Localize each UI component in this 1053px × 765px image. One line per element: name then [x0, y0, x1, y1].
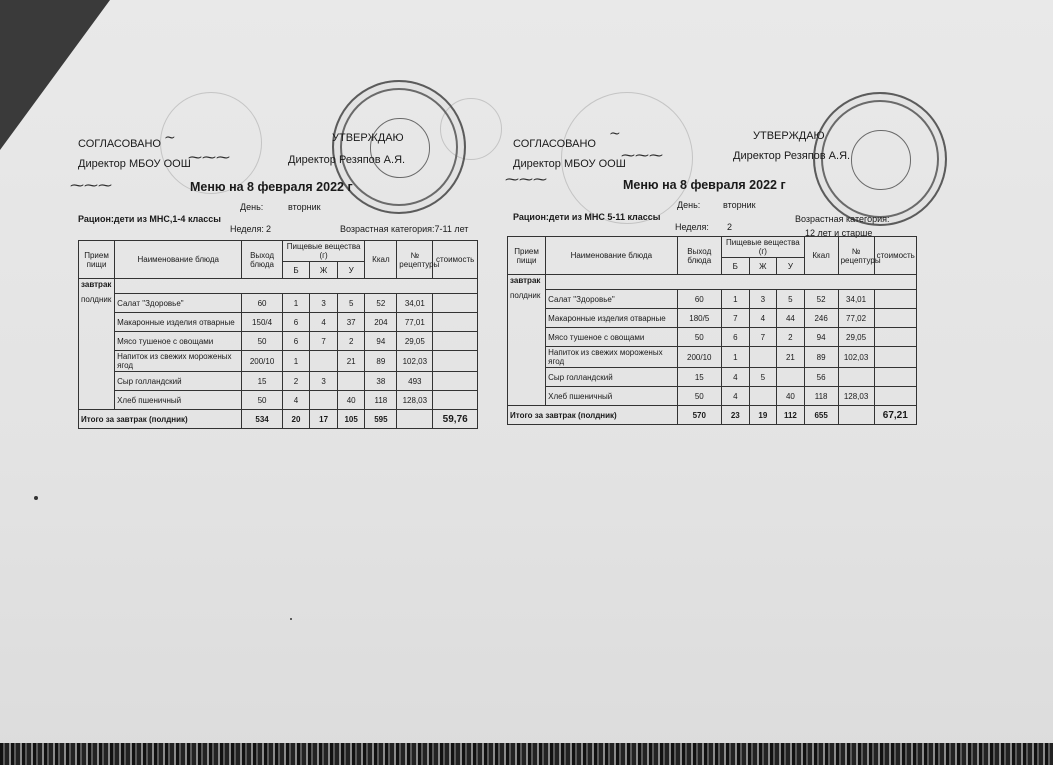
- cell: [433, 391, 478, 410]
- total-carb: 105: [337, 410, 365, 429]
- cell: [433, 332, 478, 351]
- cell: 493: [397, 372, 433, 391]
- table-row: [79, 372, 478, 391]
- cell: 1: [722, 290, 750, 309]
- dish-name: Мясо тушеное с овощами: [546, 328, 677, 347]
- table-row: [79, 332, 478, 351]
- cell: 15: [677, 368, 722, 387]
- handwritten-signature: ⁓⁓⁓: [70, 178, 112, 194]
- spacer-cell: [115, 279, 478, 294]
- dish-name: Напиток из свежих мороженых ягод: [546, 347, 677, 368]
- cell: [433, 372, 478, 391]
- header-protein: Б: [282, 262, 310, 279]
- cell: 6: [722, 328, 750, 347]
- header-dish: Наименование блюда: [115, 241, 242, 279]
- cell: 3: [310, 294, 338, 313]
- header-protein: Б: [722, 258, 750, 275]
- total-recipe: [838, 406, 874, 425]
- scan-speck: [34, 496, 38, 500]
- total-cost: 59,76: [433, 410, 478, 429]
- empty-cell: [79, 313, 115, 332]
- cell: 77,01: [397, 313, 433, 332]
- cell: [874, 290, 916, 309]
- age-category: Возрастная категория:: [795, 214, 890, 224]
- menu-sheet-right: [505, 0, 975, 470]
- total-cost: 67,21: [874, 406, 916, 425]
- cell: 3: [310, 372, 338, 391]
- cell: 1: [282, 351, 310, 372]
- dish-name: Салат "Здоровье": [546, 290, 677, 309]
- cell: 40: [777, 387, 805, 406]
- total-kcal: 595: [365, 410, 397, 429]
- cell: 118: [365, 391, 397, 410]
- cell: 7: [722, 309, 750, 328]
- cell: 94: [365, 332, 397, 351]
- menu-sheet-left: [70, 0, 540, 470]
- cell: 50: [677, 328, 722, 347]
- meal-breakfast: завтрак: [508, 275, 546, 290]
- approve-label: УТВЕРЖДАЮ: [332, 132, 404, 144]
- seal-inner-ring: [851, 130, 910, 189]
- empty-cell: [508, 368, 546, 387]
- header-fat: Ж: [310, 262, 338, 279]
- diet-label: Рацион:дети из МНС 5-11 классы: [513, 212, 661, 222]
- dish-name: Макаронные изделия отварные: [115, 313, 242, 332]
- menu-title: Меню на 8 февраля 2022 г: [623, 178, 786, 192]
- cell: 56: [804, 368, 838, 387]
- meal-snack: полдник: [508, 290, 546, 309]
- cell: [337, 372, 365, 391]
- header-dish: Наименование блюда: [546, 237, 677, 275]
- cell: 6: [282, 313, 310, 332]
- cell: [874, 309, 916, 328]
- table-row: [508, 347, 917, 368]
- cell: 2: [282, 372, 310, 391]
- age-category: Возрастная категория:7-11 лет: [340, 224, 469, 234]
- cell: 2: [337, 332, 365, 351]
- table-row: [79, 351, 478, 372]
- signature: ~: [164, 130, 176, 146]
- cell: 4: [282, 391, 310, 410]
- week-label: Неделя:: [230, 224, 264, 234]
- table-row: [508, 387, 917, 406]
- cell: [874, 368, 916, 387]
- menu-table-right: [507, 236, 917, 425]
- empty-cell: [79, 351, 115, 372]
- cell: 21: [777, 347, 805, 368]
- cell: 128,03: [397, 391, 433, 410]
- cell: 29,05: [397, 332, 433, 351]
- dish-name: Салат "Здоровье": [115, 294, 242, 313]
- cell: [433, 313, 478, 332]
- header-cost: стоимость: [433, 241, 478, 279]
- cell: 118: [804, 387, 838, 406]
- handwritten-signature: ⁓⁓⁓: [505, 172, 547, 188]
- header-kcal: Ккал: [804, 237, 838, 275]
- cell: 4: [749, 309, 777, 328]
- header-meal: Прием пищи: [508, 237, 546, 275]
- cell: 3: [749, 290, 777, 309]
- total-fat: 19: [749, 406, 777, 425]
- total-row: [79, 410, 478, 429]
- week-label: Неделя:: [675, 222, 709, 232]
- age-category-value: 12 лет и старше: [805, 228, 873, 238]
- director-name: Директор Резяпов А.Я.: [288, 154, 406, 166]
- signature: ~: [609, 126, 621, 142]
- cell: 1: [722, 347, 750, 368]
- cell: 89: [365, 351, 397, 372]
- director-name: Директор Резяпов А.Я.: [733, 150, 851, 162]
- header-recipe: № рецептуры: [838, 237, 874, 275]
- approved-label: СОГЛАСОВАНО: [513, 138, 596, 150]
- cell: 94: [804, 328, 838, 347]
- week-value: 2: [727, 222, 733, 232]
- table-row: [508, 328, 917, 347]
- cell: 34,01: [838, 290, 874, 309]
- menu-title: Меню на 8 февраля 2022 г: [190, 180, 353, 194]
- day-value: вторник: [723, 200, 756, 210]
- director-school-label: Директор МБОУ ООШ: [513, 158, 626, 170]
- cell: 15: [242, 372, 282, 391]
- total-label: Итого за завтрак (полдник): [508, 406, 678, 425]
- cell: 7: [749, 328, 777, 347]
- cell: 4: [310, 313, 338, 332]
- cell: 44: [777, 309, 805, 328]
- cell: 38: [365, 372, 397, 391]
- total-protein: 23: [722, 406, 750, 425]
- cell: [433, 351, 478, 372]
- header-meal: Прием пищи: [79, 241, 115, 279]
- cell: [777, 368, 805, 387]
- cell: [310, 391, 338, 410]
- header-carb: У: [777, 258, 805, 275]
- cell: 4: [722, 387, 750, 406]
- day-value: вторник: [288, 202, 321, 212]
- cell: 150/4: [242, 313, 282, 332]
- seal-inner-ring: [370, 118, 429, 177]
- cell: 200/10: [242, 351, 282, 372]
- empty-cell: [508, 387, 546, 406]
- cell: [874, 387, 916, 406]
- meal-breakfast: завтрак: [79, 279, 115, 294]
- cell: 77,02: [838, 309, 874, 328]
- total-yield: 570: [677, 406, 722, 425]
- day-label: День:: [240, 202, 264, 212]
- cell: [749, 347, 777, 368]
- cell: 200/10: [677, 347, 722, 368]
- cell: 50: [242, 332, 282, 351]
- faded-stamp: [440, 98, 502, 160]
- empty-cell: [508, 309, 546, 328]
- cell: [838, 368, 874, 387]
- meal-snack: полдник: [79, 294, 115, 313]
- handwritten-signature: ⁓⁓⁓: [621, 148, 663, 164]
- cell: [874, 328, 916, 347]
- cell: 2: [777, 328, 805, 347]
- dish-name: Хлеб пшеничный: [546, 387, 677, 406]
- menu-table-left: [78, 240, 478, 429]
- scan-speck: [290, 618, 292, 620]
- cell: [749, 387, 777, 406]
- cell: 102,03: [838, 347, 874, 368]
- header-carb: У: [337, 262, 365, 279]
- cell: 52: [365, 294, 397, 313]
- total-kcal: 655: [804, 406, 838, 425]
- total-carb: 112: [777, 406, 805, 425]
- cell: 37: [337, 313, 365, 332]
- dish-name: Хлеб пшеничный: [115, 391, 242, 410]
- table-row: [508, 368, 917, 387]
- table-row: [79, 313, 478, 332]
- day-label: День:: [677, 200, 701, 210]
- total-recipe: [397, 410, 433, 429]
- cell: 128,03: [838, 387, 874, 406]
- cell: 6: [282, 332, 310, 351]
- total-label: Итого за завтрак (полдник): [79, 410, 242, 429]
- cell: 5: [337, 294, 365, 313]
- week-value: 2: [266, 224, 272, 234]
- total-yield: 534: [242, 410, 282, 429]
- header-recipe: № рецептуры: [397, 241, 433, 279]
- cell: [874, 347, 916, 368]
- table-row: [79, 391, 478, 410]
- cell: 50: [242, 391, 282, 410]
- dish-name: Сыр голландский: [115, 372, 242, 391]
- empty-cell: [508, 328, 546, 347]
- cell: 34,01: [397, 294, 433, 313]
- cell: 50: [677, 387, 722, 406]
- header-nutrients: Пищевые вещества (г): [722, 237, 805, 258]
- cell: 5: [777, 290, 805, 309]
- handwritten-signature: ⁓⁓⁓: [188, 150, 230, 166]
- scan-edge-noise: [0, 743, 1053, 765]
- cell: 7: [310, 332, 338, 351]
- cell: [310, 351, 338, 372]
- header-fat: Ж: [749, 258, 777, 275]
- header-yield: Выход блюда: [677, 237, 722, 275]
- cell: 1: [282, 294, 310, 313]
- dish-name: Мясо тушеное с овощами: [115, 332, 242, 351]
- approved-label: СОГЛАСОВАНО: [78, 138, 161, 150]
- spacer-cell: [546, 275, 917, 290]
- cell: 246: [804, 309, 838, 328]
- cell: 204: [365, 313, 397, 332]
- cell: 102,03: [397, 351, 433, 372]
- total-row: [508, 406, 917, 425]
- dish-name: Напиток из свежих мороженых ягод: [115, 351, 242, 372]
- cell: 89: [804, 347, 838, 368]
- approve-label: УТВЕРЖДАЮ: [753, 130, 825, 142]
- diet-label: Рацион:дети из МНС,1-4 классы: [78, 214, 221, 224]
- cell: 21: [337, 351, 365, 372]
- empty-cell: [508, 347, 546, 368]
- cell: 52: [804, 290, 838, 309]
- cell: 29,05: [838, 328, 874, 347]
- cell: 40: [337, 391, 365, 410]
- header-kcal: Ккал: [365, 241, 397, 279]
- cell: [433, 294, 478, 313]
- cell: 60: [677, 290, 722, 309]
- dish-name: Сыр голландский: [546, 368, 677, 387]
- cell: 5: [749, 368, 777, 387]
- header-yield: Выход блюда: [242, 241, 282, 279]
- header-nutrients: Пищевые вещества (г): [282, 241, 365, 262]
- cell: 60: [242, 294, 282, 313]
- empty-cell: [79, 372, 115, 391]
- cell: 180/5: [677, 309, 722, 328]
- empty-cell: [79, 391, 115, 410]
- director-school-label: Директор МБОУ ООШ: [78, 158, 191, 170]
- total-fat: 17: [310, 410, 338, 429]
- empty-cell: [79, 332, 115, 351]
- cell: 4: [722, 368, 750, 387]
- dish-name: Макаронные изделия отварные: [546, 309, 677, 328]
- table-row: [508, 309, 917, 328]
- header-cost: стоимость: [874, 237, 916, 275]
- total-protein: 20: [282, 410, 310, 429]
